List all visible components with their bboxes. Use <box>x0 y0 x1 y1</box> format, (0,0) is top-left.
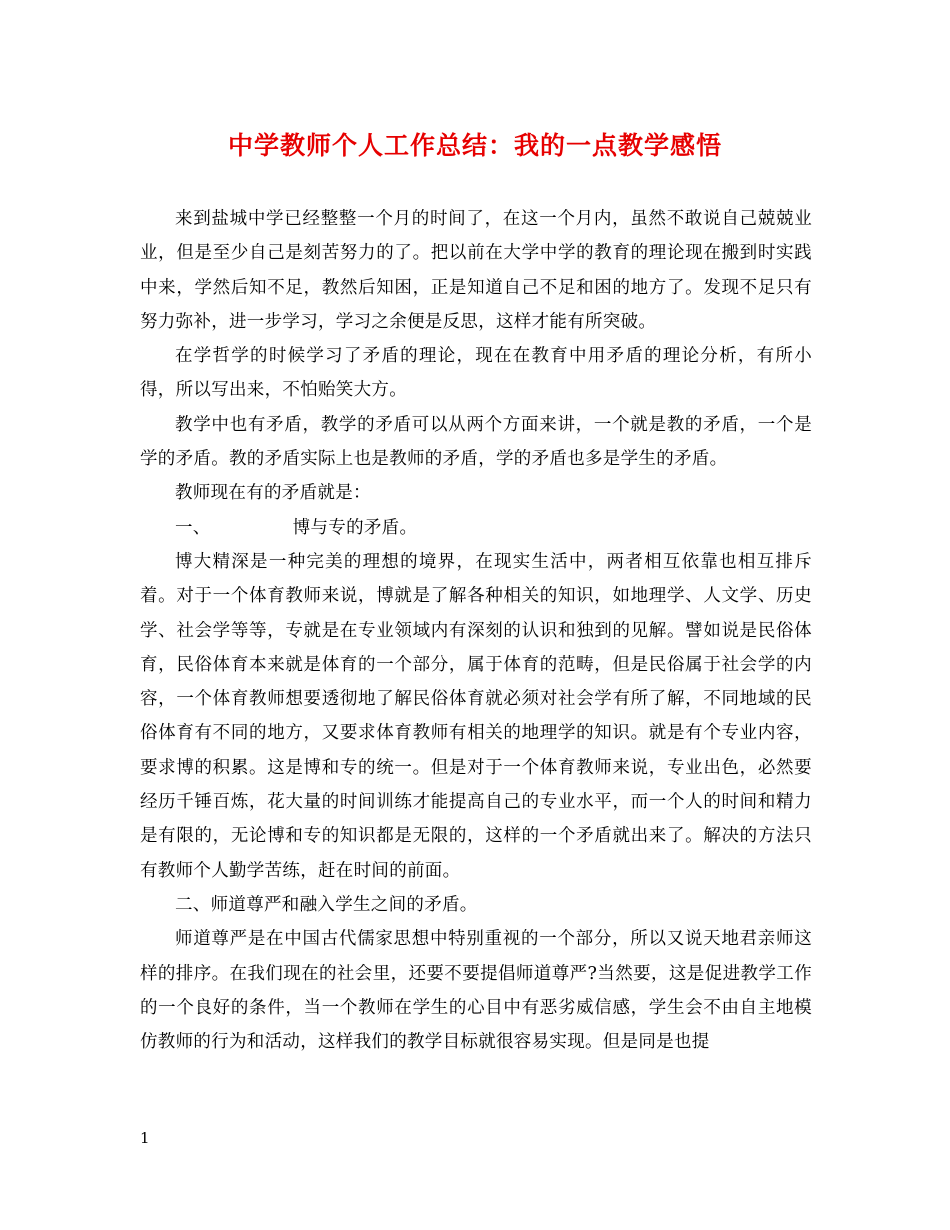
paragraph-teaching-contradictions: 教学中也有矛盾，教学的矛盾可以从两个方面来讲，一个就是教的矛盾，一个是学的矛盾。教的矛盾实际上也是教师的矛盾，学的矛盾也多是学生的矛盾。 <box>140 414 812 470</box>
paragraph-philosophy: 在学哲学的时候学习了矛盾的理论，现在在教育中用矛盾的理论分析，有所小得，所以写出来，不怕贻笑大方。 <box>140 346 812 401</box>
section-heading-teacher-dignity: 二、师道尊严和融入学生之间的矛盾。 <box>175 894 478 915</box>
paragraph-intro: 来到盐城中学已经整整一个月的时间了，在这一个月内，虽然不敢说自己兢兢业业，但是至少自己是刻苦努力的了。把以前在大学中学的教育的理论现在搬到时实践中来，学然后知不足，教然后知困，正是知道自己不足和困的地方了。发现不足只有努力弥补，进一步学习，学习之余便是反思，这样才能有所突破。 <box>140 209 812 332</box>
paragraph-teacher-contradictions-intro: 教师现在有的矛盾就是： <box>175 483 371 504</box>
document-title: 中学教师个人工作总结：我的一点教学感悟 <box>227 131 722 160</box>
page-number: 1 <box>140 1129 150 1147</box>
section-heading-breadth-depth: 一、 博与专的矛盾。 <box>175 517 418 538</box>
paragraph-breadth-depth: 博大精深是一种完美的理想的境界，在现实生活中，两者相互依靠也相互排斥着。对于一个体育教师来说，博就是了解各种相关的知识，如地理学、人文学、历史学、社会学等等，专就是在专业领域内有深刻的认识和独到的见解。譬如说是民俗体育，民俗体育本来就是体育的一个部分，属于体育的范畴，但是民俗属于社会学的内容，一个体育教师想要透彻地了解民俗体育就必须对社会学有所了解，不同地域的民俗体育有不同的地方，又要求体育教师有相关的地理学的知识。就是有个专业内容，要求博的积累。这是博和专的统一。但是对于一个体育教师来说，专业出色，必然要经历千锤百炼，花大量的时间训练才能提高自己的专业水平，而一个人的时间和精力是有限的，无论博和专的知识都是无限的，这样的一个矛盾就出来了。解决的方法只有教师个人勤学苦练，赶在时间的前面。 <box>140 551 812 881</box>
paragraph-teacher-dignity: 师道尊严是在中国古代儒家思想中特别重视的一个部分，所以又说天地君亲师这样的排序。在我们现在的社会里，还要不要提倡师道尊严?当然要，这是促进教学工作的一个良好的条件，当一个教师在学生的心目中有恶劣威信感，学生会不由自主地模仿教师的行为和活动，这样我们的教学目标就很容易实现。但是同是也提 <box>140 929 812 1053</box>
document-body <box>140 202 812 1059</box>
